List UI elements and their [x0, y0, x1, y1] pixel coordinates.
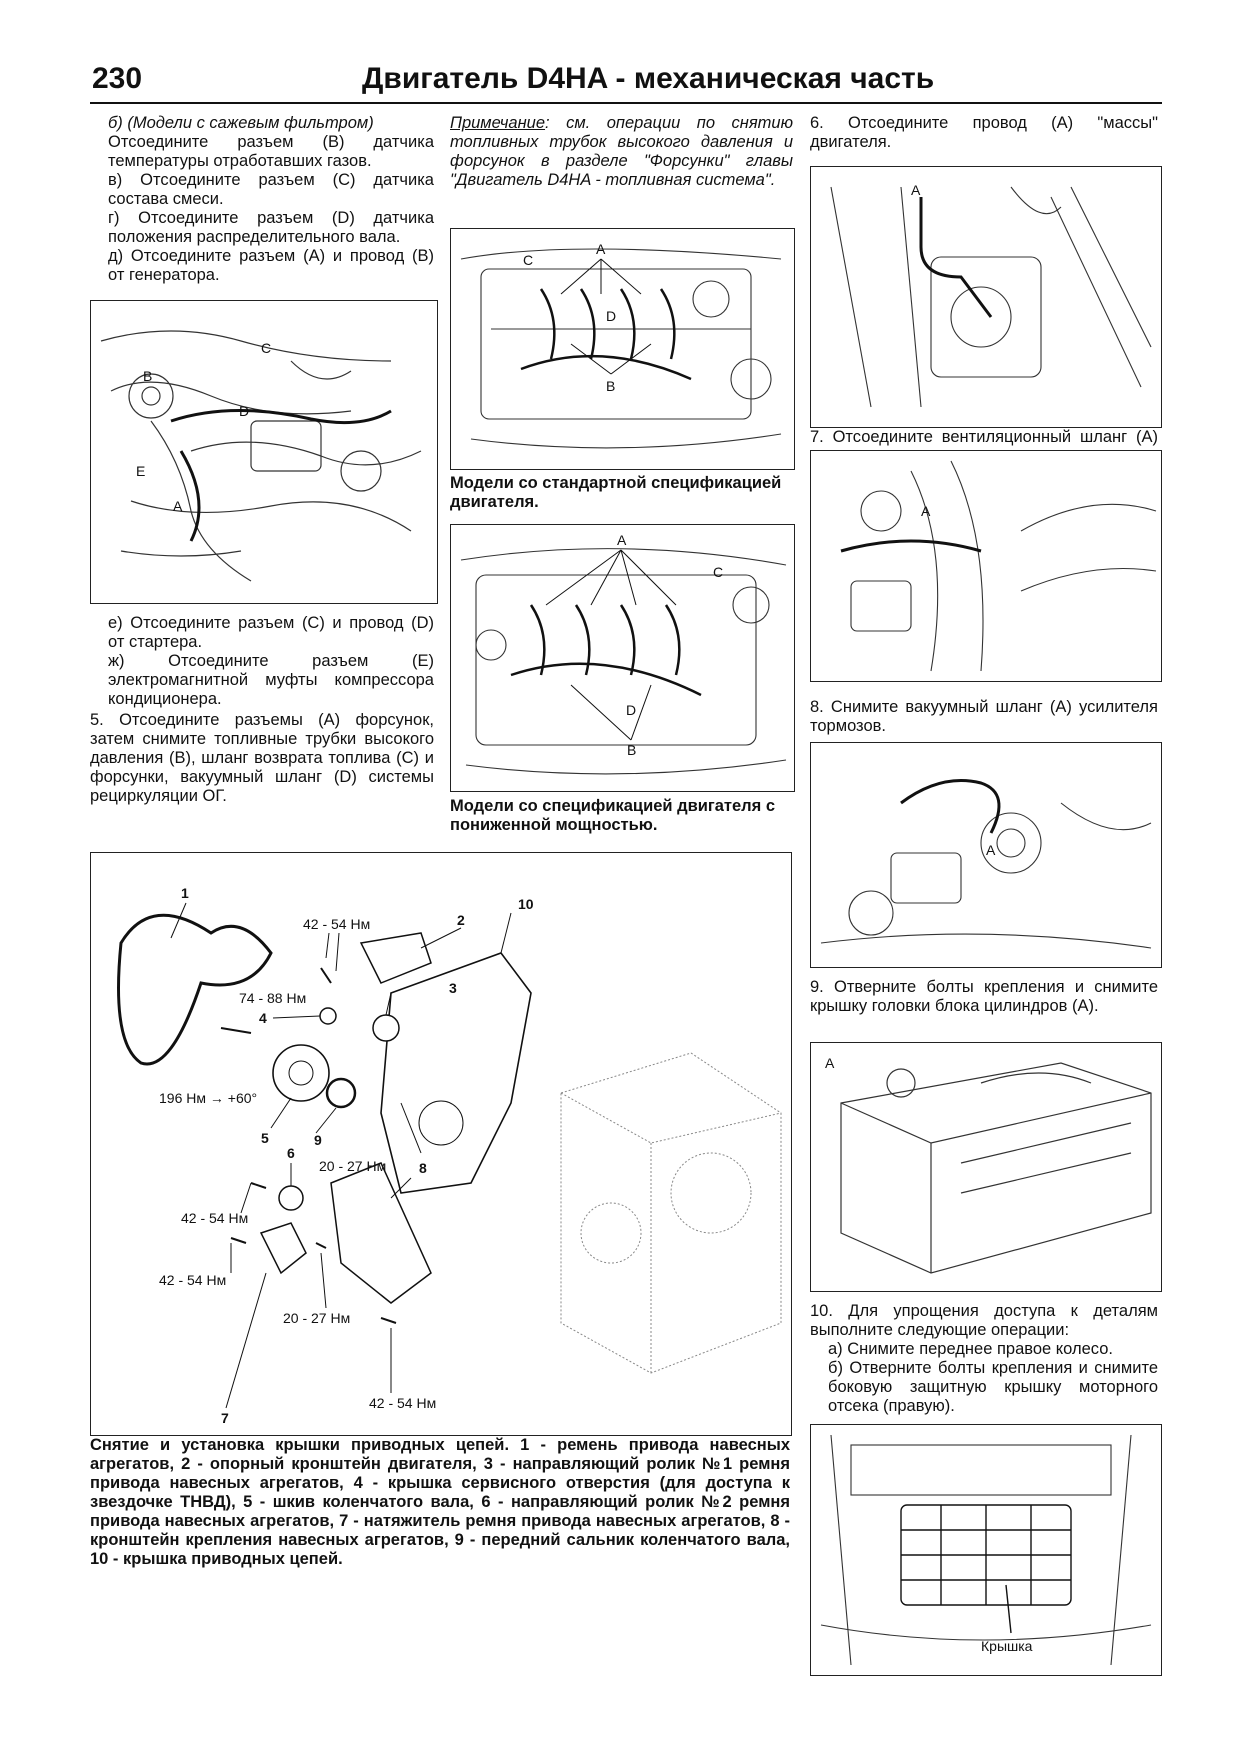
step10-a-text: а) Снимите переднее правое колесо. — [828, 1340, 1113, 1358]
chain-cover-caption: Снятие и установка крышки приводных цепей. 1 - ремень привода навесных агрегатов, 2 - опорный кронштейн двигателя, 3 - направляющий ролик №1 ремня привода навесных агрегатов, 4 - крышка сервисного отверстия (для доступа к звездочке ТНВД), 5 - шкив коленчатого вала, 6 - направляющий ролик №2 ремня привода навесных агрегатов, 7 - натяжитель ремня привода навесных агрегатов, 8 - кронштейн крепления навесных агрегатов, 9 - передний сальник коленчатого вала, 10 - крышка приводных цепей. — [90, 1436, 790, 1568]
fig5-label-a: A — [921, 503, 931, 519]
part-number-9: 9 — [314, 1132, 322, 1148]
fig2-label-a: A — [596, 241, 606, 257]
part-number-5: 5 — [261, 1130, 269, 1146]
torque-label-3: 196 Нм → +60° — [159, 1090, 258, 1106]
fig1-label-d: D — [239, 403, 250, 419]
step-d-text: г) Отсоедините разъем (D) датчика положения распределительного вала. — [108, 209, 434, 246]
step-e2-text: е) Отсоедините разъем (C) и провод (D) от стартера. — [108, 614, 434, 651]
torque-label-2: 74 - 88 Нм — [239, 990, 307, 1006]
fig1-label-b: B — [143, 368, 153, 384]
service-cap-part-4 — [320, 1008, 336, 1024]
engine-illustration-1 — [91, 301, 437, 603]
step6-text: 6. Отсоедините провод (А) "массы" двигателя. — [810, 114, 1158, 151]
page-number: 230 — [92, 62, 143, 95]
engine-illustration-5 — [811, 451, 1161, 681]
fig8-label-cover: Крышка — [981, 1638, 1033, 1654]
col1-steps-top — [108, 114, 434, 285]
fig1-label-c: C — [261, 340, 272, 356]
fig1-label-a: A — [173, 498, 183, 514]
step9-text: 9. Отверните болты крепления и снимите крышку головки блока цилиндров (А). — [810, 978, 1158, 1015]
figure-vacuum-hose — [810, 742, 1162, 968]
engine-illustration-6 — [811, 743, 1161, 967]
step10-b-text: б) Отверните болты крепления и снимите боковую защитную крышку моторного отсека (правую). — [828, 1359, 1158, 1415]
torque-label-8: 42 - 54 Нм — [369, 1395, 437, 1411]
part-number-2: 2 — [457, 912, 465, 928]
fig2-label-c: C — [523, 252, 534, 268]
fig4-label-a: A — [911, 182, 921, 198]
torque-label-1: 42 - 54 Нм — [303, 916, 371, 932]
figure-injectors-low-power — [450, 524, 795, 792]
fig2-label-d: D — [606, 308, 617, 324]
part-number-1: 1 — [181, 885, 189, 901]
step-b-text: Отсоедините разъем (B) датчика температуры отработавших газов. — [108, 133, 434, 170]
fig2-caption: Модели со стандартной спецификацией двигателя. — [450, 474, 782, 511]
idler-part-3 — [373, 1015, 399, 1041]
engine-illustration-4 — [811, 167, 1161, 427]
note-label: Примечание — [450, 114, 546, 132]
figure-ground-wire — [810, 166, 1162, 428]
figure-cylinder-head-cover — [810, 1042, 1162, 1292]
torque-label-4: 20 - 27 Нм — [319, 1158, 387, 1174]
fig2-label-b: B — [606, 378, 616, 394]
fig3-caption: Модели со спецификацией двигателя с пониженной мощностью. — [450, 797, 776, 834]
part-number-3: 3 — [449, 980, 457, 996]
step-c-text: в) Отсоедините разъем (C) датчика состава смеси. — [108, 171, 434, 208]
step5-text: 5. Отсоедините разъемы (А) форсунок, затем снимите топливные трубки высокого давления (B), шланг возврата топлива (C) и форсунки, вакуумный шланг (D) системы рециркуляции ОГ. — [90, 711, 434, 805]
step-zh-text: ж) Отсоедините разъем (E) электромагнитной муфты компрессора кондиционера. — [108, 652, 434, 708]
step-b-title: б) (Модели с сажевым фильтром) — [108, 114, 374, 132]
fig7-label-a: A — [825, 1055, 835, 1071]
fig6-label-a: A — [986, 842, 996, 858]
step10-text: 10. Для упрощения доступа к деталям выполните следующие операции: — [810, 1302, 1158, 1339]
engine-illustration-2 — [451, 229, 794, 469]
part-number-4: 4 — [259, 1010, 267, 1026]
figure-generator-connectors — [90, 300, 438, 604]
crank-pulley-part-5 — [273, 1045, 329, 1101]
page-title: Двигатель D4HA - механическая часть — [362, 62, 935, 95]
figure-injectors-standard — [450, 228, 795, 470]
step8-text: 8. Снимите вакуумный шланг (А) усилителя тормозов. — [810, 698, 1158, 735]
idler-part-6 — [279, 1186, 303, 1210]
torque-label-6: 42 - 54 Нм — [159, 1272, 227, 1288]
fig3-label-b: B — [627, 742, 637, 758]
figure-vent-hose — [810, 450, 1162, 682]
fig3-label-c: C — [713, 564, 724, 580]
col1-steps-bottom — [108, 614, 434, 709]
figure-side-cover — [810, 1424, 1162, 1676]
exploded-view-chain-cover — [91, 853, 791, 1435]
step5-block — [90, 711, 434, 806]
fig3-label-d: D — [626, 702, 637, 718]
part-number-8: 8 — [419, 1160, 427, 1176]
step-e-text: д) Отсоедините разъем (А) и провод (B) от генератора. — [108, 247, 434, 284]
step7-text: 7. Отсоедините вентиляционный шланг (А) — [810, 428, 1158, 446]
engine-illustration-3 — [451, 525, 794, 791]
note-text: : см. операции по снятию топливных трубок высокого давления и форсунок в разделе "Форсунки" главы "Двигатель D4HA - топливная система". — [450, 114, 793, 189]
tensioner-part-7 — [261, 1223, 306, 1273]
figure-chain-cover — [90, 852, 792, 1436]
engine-illustration-8 — [811, 1425, 1161, 1675]
step10-block — [810, 1302, 1158, 1416]
torque-label-7: 20 - 27 Нм — [283, 1310, 351, 1326]
front-seal-part-9 — [327, 1079, 355, 1107]
part-number-10: 10 — [518, 896, 534, 912]
part-number-7: 7 — [221, 1410, 229, 1426]
fig1-label-e: E — [136, 463, 146, 479]
part-number-6: 6 — [287, 1145, 295, 1161]
engine-bracket-part-2 — [361, 933, 431, 983]
header-rule — [90, 102, 1162, 104]
engine-illustration-7 — [811, 1043, 1161, 1291]
fig3-label-a: A — [617, 532, 627, 548]
torque-label-5: 42 - 54 Нм — [181, 1210, 249, 1226]
note-block — [450, 114, 793, 190]
